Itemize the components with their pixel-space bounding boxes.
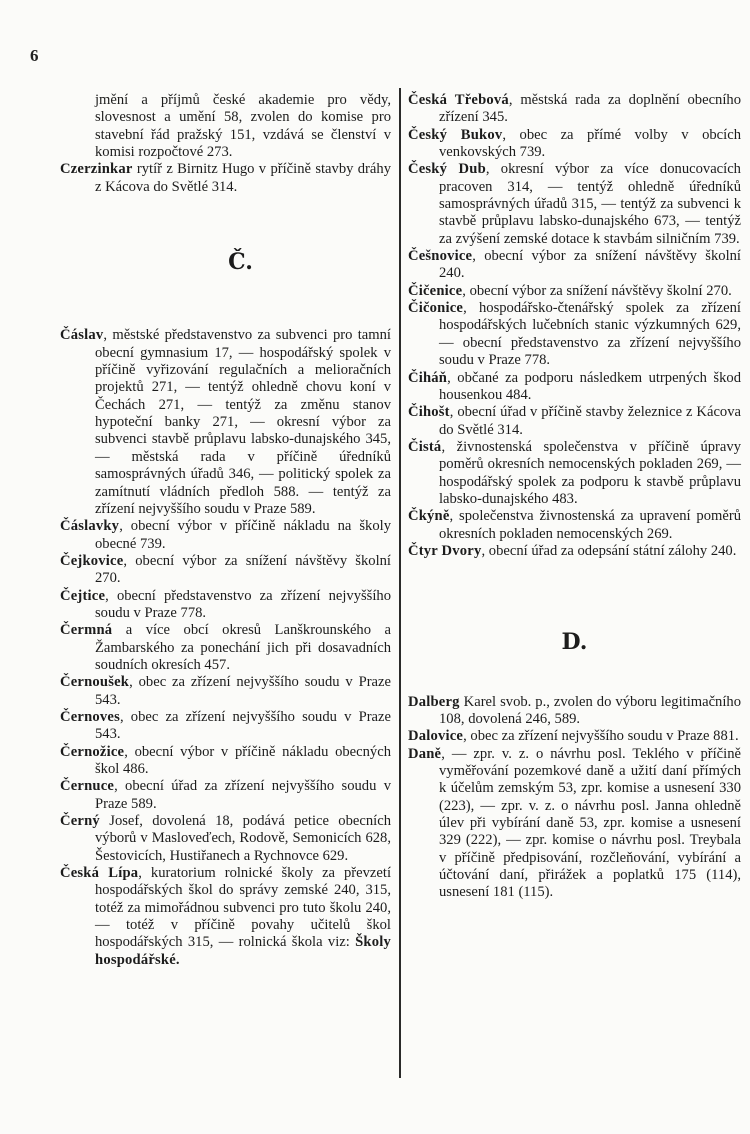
entry-heading: Čejtice bbox=[60, 587, 106, 604]
index-entry bbox=[60, 744, 391, 779]
entry-heading: Černý bbox=[60, 813, 100, 830]
entry-heading: Česká Lípa bbox=[60, 865, 139, 882]
index-entry bbox=[408, 404, 741, 439]
entry-text: , obecní úřad v příčině stavby železnice z Kácova do Světlé 314. bbox=[439, 404, 741, 438]
entry-heading: Český Dub bbox=[408, 161, 486, 178]
index-entry bbox=[60, 622, 391, 674]
index-entry bbox=[408, 127, 741, 162]
entry-heading: Daně bbox=[408, 745, 442, 762]
entry-heading: Čiháň bbox=[408, 369, 448, 386]
index-entry bbox=[408, 508, 741, 543]
index-entry bbox=[60, 674, 391, 709]
entry-heading: Čičonice bbox=[408, 300, 464, 317]
entry-text: , obecní úřad za zřízení nejvyššího soudu v Praze 589. bbox=[95, 778, 391, 812]
index-entry bbox=[60, 327, 391, 518]
left-column bbox=[60, 92, 391, 969]
entry-text: , hospodářsko-čtenářský spolek za zřízení hospodářských lučebních stanic výzkumných 629, — obecní představenstvo za zřízení nejvyššího soudu v Praze 778. bbox=[439, 300, 741, 369]
entry-heading: Černoves bbox=[60, 708, 120, 725]
index-entry bbox=[60, 588, 391, 623]
entry-heading: Čičenice bbox=[408, 282, 463, 299]
entry-heading: Čáslav bbox=[60, 327, 104, 344]
index-entry bbox=[408, 283, 741, 300]
entry-text: , obecní výbor za snížení návštěvy školní 240. bbox=[439, 248, 741, 282]
index-entry bbox=[408, 248, 741, 283]
entry-text: , obecní úřad za odepsání státní zálohy 240. bbox=[481, 542, 737, 559]
index-entry bbox=[408, 92, 741, 127]
entry-text: , obec za přímé volby v obcích venkovských 739. bbox=[439, 126, 741, 161]
entry-heading: Čáslavky bbox=[60, 518, 120, 535]
entry-text: , obec za zřízení nejvyššího soudu v Praze 543. bbox=[95, 708, 391, 743]
entry-text: Karel svob. p., zvolen do výboru legitimačního 108, dovolená 246, 589. bbox=[439, 693, 741, 727]
entry-text: rytíř z Birnitz Hugo v příčině stavby dráhy z Kácova do Světlé 314. bbox=[95, 161, 391, 195]
index-entry bbox=[408, 370, 741, 405]
entry-text: , obecní výbor za snížení návštěvy školní 270. bbox=[462, 282, 732, 299]
index-entry bbox=[408, 543, 741, 560]
entry-text: , — zpr. v. z. o návrhu posl. Teklého v příčině vyměřování pozemkové daně a užití daní přímých k účelům zemským 53, zpr. komise a usnesení 330 (223), — zpr. v. z. o návrhu posl. Janna ohledně úlev při vybírání daně 53, zpr. komise a usnesení 329 (222), — zpr. komise o návrhu posl. Treybala v příčině předpisování, rozčleňování, vybírání a účtování daní, přirážek a poplatků 175 (114), usnesení 181 (115). bbox=[439, 745, 741, 901]
index-entry bbox=[408, 694, 741, 729]
index-entry bbox=[408, 728, 741, 745]
right-column bbox=[408, 92, 741, 902]
entry-heading: Čihošt bbox=[408, 404, 450, 421]
entry-text: , kuratorium rolnické školy za převzetí hospodářských škol do správy zemské 240, 315, totéž za mimořádnou subvenci pro tuto školu 240, — totéž v příčině povahy učitelů škol hospodářských 315, — rolnická škola viz: bbox=[95, 865, 391, 951]
cross-reference: Školy hospodářské. bbox=[95, 934, 391, 968]
entry-heading: Černuce bbox=[60, 778, 115, 795]
index-entry bbox=[60, 709, 391, 744]
index-entry bbox=[408, 161, 741, 248]
entry-heading: Čtyr Dvory bbox=[408, 542, 482, 559]
entry-heading: Dalberg bbox=[408, 693, 460, 710]
entry-text: a více obcí okresů Lanškrounského a Žambarského za ponechání jich při dosavadních soudních okresích 457. bbox=[95, 622, 391, 673]
continued-entry-text: jmění a příjmů české akademie pro vědy, slovesnost a umění 58, zvolen do komise pro stavební řád pražský 151, vzdává se členství v komisi rozpočtové 273. bbox=[95, 92, 391, 161]
index-entry bbox=[408, 439, 741, 508]
entry-heading: Česká Třebová bbox=[408, 92, 509, 108]
entry-heading: Černožice bbox=[60, 743, 125, 760]
index-entry bbox=[60, 865, 391, 969]
entry-text: , okresní výbor za více donucovacích pracoven 314, — tentýž ohledně úředníků samosprávných úřadů 315, — tentýž za subvenci k stavbě průplavu labsko-dunajského 673, — tentýž za zvýšení zemské dotace k stavbám silničním 739. bbox=[439, 161, 741, 247]
index-entry bbox=[408, 300, 741, 369]
entry-text: , obec za zřízení nejvyššího soudu v Praze 881. bbox=[463, 728, 739, 745]
entry-text: , obec za zřízení nejvyššího soudu v Praze 543. bbox=[95, 674, 391, 708]
section-letter-c: Č. bbox=[228, 249, 253, 276]
entry-text: , občané za podporu následkem utrpených škod housenkou 484. bbox=[439, 369, 741, 403]
entry-text: , živnostenská společenstva v příčině úpravy poměrů okresních nemocenských pokladen 269, — hospodářský spolek za podporu k stavbě průplavu labsko-dunajského 483. bbox=[439, 438, 741, 507]
entry-text: , společenstva živnostenská za upravení poměrů okresních pokladen nemocenských 269. bbox=[439, 508, 741, 542]
column-divider bbox=[399, 88, 401, 1078]
index-entry bbox=[60, 553, 391, 588]
index-entry bbox=[60, 161, 391, 196]
entry-heading: Černoušek bbox=[60, 674, 130, 691]
index-entry bbox=[60, 778, 391, 813]
entry-text: Josef, dovolená 18, podává petice obecních výborů v Masloveďech, Rodově, Semonicích 628, Šestovicích, Hustiřanech a Rychnovce 629. bbox=[95, 813, 391, 864]
entry-heading: Czerzinkar bbox=[60, 161, 133, 178]
entry-heading: Dalovice bbox=[408, 728, 464, 745]
entry-text: , obecní představenstvo za zřízení nejvyššího soudu v Praze 778. bbox=[95, 587, 391, 621]
entry-text: , obecní výbor za snížení návštěvy školní 270. bbox=[95, 552, 391, 587]
index-entry bbox=[60, 813, 391, 865]
entry-heading: Český Bukov bbox=[408, 126, 503, 143]
entry-heading: Čkýně bbox=[408, 508, 450, 525]
page-number: 6 bbox=[30, 46, 39, 65]
section-letter-d: D. bbox=[561, 629, 588, 656]
entry-text: , městské představenstvo za subvenci pro tamní obecní gymnasium 17, — hospodářský spolek v příčině vyřizování regulačních a melioračních projektů 271, — tentýž ohledně chovu koní v Čechách 271, — tentýž za změnu stanov hypoteční banky 271, — okresní výbor za subvenci stavbě průplavu labsko-dunajského 345, — městská rada v příčině úředníků samosprávných úřadů 346, — politický spolek za zamítnutí vládních předloh 588. — tentýž za zřízení nejvyššího soudu v Praze 589. bbox=[95, 327, 391, 517]
entry-heading: Čermná bbox=[60, 622, 113, 639]
entry-text: , obecní výbor v příčině nákladu na školy obecné 739. bbox=[95, 518, 391, 552]
entry-heading: Češnovice bbox=[408, 248, 473, 265]
index-entry bbox=[408, 746, 741, 902]
entry-heading: Čejkovice bbox=[60, 552, 124, 569]
index-entry bbox=[60, 518, 391, 553]
entry-text: , obecní výbor v příčině nákladu obecných škol 486. bbox=[95, 743, 391, 777]
entry-heading: Čistá bbox=[408, 438, 442, 455]
entry-text: , městská rada za doplnění obecního zřízení 345. bbox=[439, 92, 741, 126]
